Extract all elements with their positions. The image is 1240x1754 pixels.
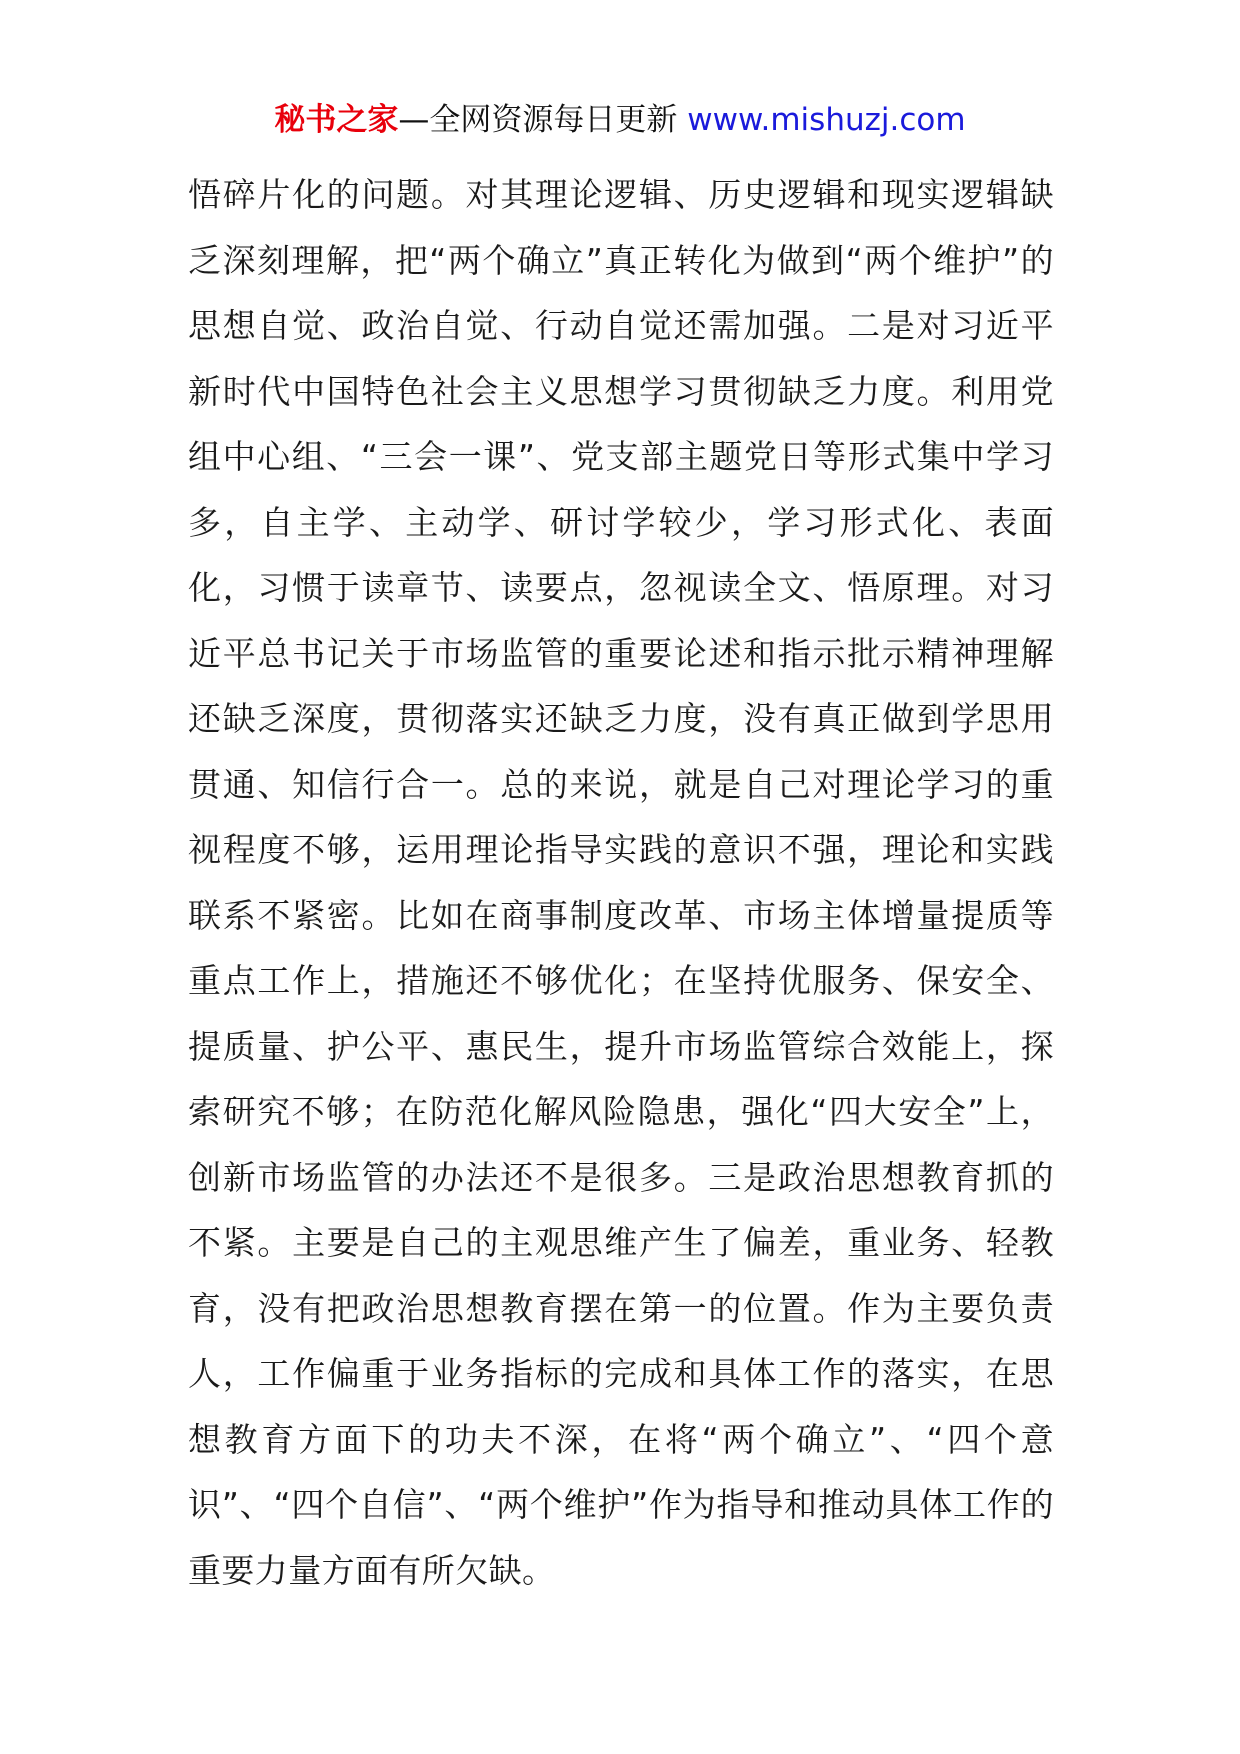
body-paragraph: 悟碎片化的问题。对其理论逻辑、历史逻辑和现实逻辑缺乏深刻理解，把“两个确立”真正转化为做到“两个维护”的思想自觉、政治自觉、行动自觉还需加强。二是对习近平新时代中国特色社会主义思想学习贯彻缺乏力度。利用党组中心组、“三会一课”、党支部主题党日等形式集中学习多，自主学、主动学、研讨学较少，学习形式化、表面化，习惯于读章节、读要点，忽视读全文、悟原理。对习近平总书记关于市场监管的重要论述和指示批示精神理解还缺乏深度，贯彻落实还缺乏力度，没有真正做到学思用贯通、知信行合一。总的来说，就是自己对理论学习的重视程度不够，运用理论指导实践的意识不强，理论和实践联系不紧密。比如在商事制度改革、市场主体增量提质等重点工作上，措施还不够优化；在坚持优服务、保安全、提质量、护公平、惠民生，提升市场监管综合效能上，探索研究不够；在防范化解风险隐患，强化“四大安全”上，创新市场监管的办法还不是很多。三是政治思想教育抓的不紧。主要是自己的主观思维产生了偏差，重业务、轻教育，没有把政治思想教育摆在第一的位置。作为主要负责人，工作偏重于业务指标的完成和具体工作的落实，在思想教育方面下的功夫不深，在将“两个确立”、“四个意识”、“四个自信”、“两个维护”作为指导和推动具体工作的重要力量方面有所欠缺。 [188, 175, 1054, 1590]
brand-name: 秘书之家 [274, 102, 399, 138]
header-tagline: —全网资源每日更新 [398, 102, 688, 138]
site-url-link[interactable]: www.mishuzj.com [687, 102, 966, 138]
site-header [0, 100, 1240, 140]
